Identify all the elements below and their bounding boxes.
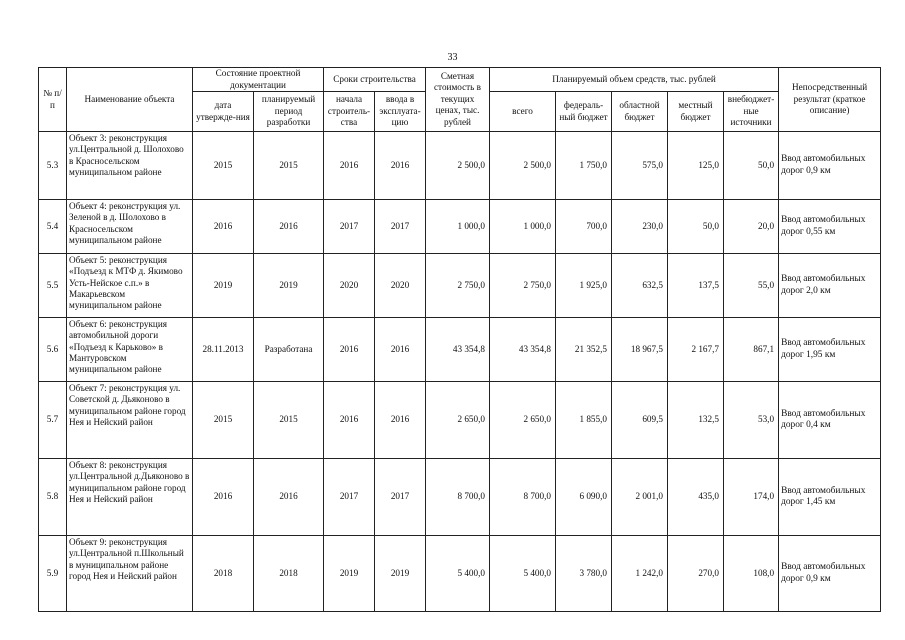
row-total: 5 400,0 — [490, 536, 556, 612]
row-start: 2016 — [324, 132, 375, 200]
row-extrabudget: 174,0 — [724, 459, 779, 536]
row-local: 132,5 — [668, 382, 724, 459]
row-doc-period: 2015 — [254, 132, 324, 200]
row-start: 2017 — [324, 200, 375, 254]
row-name: Объект 4: реконструкция ул. Зеленой в д. Шолохово в Красносельском муниципальном районе — [67, 200, 193, 254]
header-estimated-cost: Сметная стоимость в текущих ценах, тыс. рублей — [426, 68, 490, 132]
header-doc-date: дата утвержде-ния — [193, 92, 254, 132]
row-extrabudget: 20,0 — [724, 200, 779, 254]
row-num: 5.8 — [39, 459, 67, 536]
header-total: всего — [490, 92, 556, 132]
row-total: 2 500,0 — [490, 132, 556, 200]
row-regional: 609,5 — [612, 382, 668, 459]
header-num: № п/п — [39, 68, 67, 132]
row-local: 50,0 — [668, 200, 724, 254]
row-num: 5.6 — [39, 318, 67, 382]
row-extrabudget: 108,0 — [724, 536, 779, 612]
row-name: Объект 5: реконструкция «Подъезд к МТФ д. Якимово Усть-Нейское с.п.» в Макарьевском муниципальном районе — [67, 254, 193, 318]
row-doc-period: 2016 — [254, 459, 324, 536]
row-cost: 2 750,0 — [426, 254, 490, 318]
row-local: 435,0 — [668, 459, 724, 536]
row-extrabudget: 55,0 — [724, 254, 779, 318]
header-name: Наименование объекта — [67, 68, 193, 132]
row-doc-date: 2018 — [193, 536, 254, 612]
header-doc-status: Состояние проектной документации — [193, 68, 324, 92]
page-number: 33 — [447, 52, 458, 63]
row-doc-period: Разработана — [254, 318, 324, 382]
row-result: Ввод автомобильных дорог 0,9 км — [779, 536, 881, 612]
header-regional: областной бюджет — [612, 92, 668, 132]
row-start: 2016 — [324, 382, 375, 459]
row-num: 5.5 — [39, 254, 67, 318]
row-commissioning: 2017 — [375, 459, 426, 536]
row-cost: 8 700,0 — [426, 459, 490, 536]
row-num: 5.4 — [39, 200, 67, 254]
row-result: Ввод автомобильных дорог 0,9 км — [779, 132, 881, 200]
row-local: 125,0 — [668, 132, 724, 200]
row-local: 137,5 — [668, 254, 724, 318]
row-federal: 6 090,0 — [556, 459, 612, 536]
row-doc-date: 28.11.2013 — [193, 318, 254, 382]
row-federal: 700,0 — [556, 200, 612, 254]
row-doc-period: 2015 — [254, 382, 324, 459]
row-commissioning: 2019 — [375, 536, 426, 612]
row-commissioning: 2016 — [375, 132, 426, 200]
row-commissioning: 2016 — [375, 382, 426, 459]
table-row — [39, 459, 881, 536]
row-federal: 3 780,0 — [556, 536, 612, 612]
row-total: 1 000,0 — [490, 200, 556, 254]
row-doc-date: 2015 — [193, 132, 254, 200]
row-commissioning: 2017 — [375, 200, 426, 254]
row-name: Объект 8: реконструкция ул.Центральной д.Дьяконово в муниципальном районе город Нея и Нейский район — [67, 459, 193, 536]
table-row — [39, 382, 881, 459]
row-start: 2016 — [324, 318, 375, 382]
row-result: Ввод автомобильных дорог 1,95 км — [779, 318, 881, 382]
row-total: 43 354,8 — [490, 318, 556, 382]
row-cost: 1 000,0 — [426, 200, 490, 254]
header-commissioning: ввода в эксплуата-цию — [375, 92, 426, 132]
row-regional: 2 001,0 — [612, 459, 668, 536]
investment-table — [38, 67, 881, 612]
row-regional: 632,5 — [612, 254, 668, 318]
row-result: Ввод автомобильных дорог 0,55 км — [779, 200, 881, 254]
row-extrabudget: 50,0 — [724, 132, 779, 200]
row-name: Объект 3: реконструкция ул.Центральной д. Шолохово в Красносельском муниципальном районе — [67, 132, 193, 200]
table-row — [39, 132, 881, 200]
row-cost: 43 354,8 — [426, 318, 490, 382]
row-doc-date: 2016 — [193, 459, 254, 536]
row-cost: 2 500,0 — [426, 132, 490, 200]
row-doc-date: 2019 — [193, 254, 254, 318]
row-start: 2020 — [324, 254, 375, 318]
row-local: 2 167,7 — [668, 318, 724, 382]
row-doc-period: 2019 — [254, 254, 324, 318]
row-result: Ввод автомобильных дорог 1,45 км — [779, 459, 881, 536]
table-row — [39, 318, 881, 382]
header-result: Непосредственный результат (краткое описание) — [779, 68, 881, 132]
row-federal: 21 352,5 — [556, 318, 612, 382]
header-planned-funds: Планируемый объем средств, тыс. рублей — [490, 68, 779, 92]
row-start: 2019 — [324, 536, 375, 612]
row-doc-period: 2016 — [254, 200, 324, 254]
row-federal: 1 855,0 — [556, 382, 612, 459]
row-cost: 5 400,0 — [426, 536, 490, 612]
row-name: Объект 7: реконструкция ул. Советской д. Дьяконово в муниципальном районе город Нея и Нейский район — [67, 382, 193, 459]
row-commissioning: 2016 — [375, 318, 426, 382]
row-doc-period: 2018 — [254, 536, 324, 612]
row-result: Ввод автомобильных дорог 2,0 км — [779, 254, 881, 318]
table-row — [39, 536, 881, 612]
row-regional: 575,0 — [612, 132, 668, 200]
row-regional: 1 242,0 — [612, 536, 668, 612]
header-local: местный бюджет — [668, 92, 724, 132]
header-doc-period: планируемый период разработки — [254, 92, 324, 132]
row-local: 270,0 — [668, 536, 724, 612]
row-name: Объект 6: реконструкция автомобильной дороги «Подъезд к Карьково» в Мантуровском муниципальном районе — [67, 318, 193, 382]
row-extrabudget: 867,1 — [724, 318, 779, 382]
header-start: начала строитель-ства — [324, 92, 375, 132]
header-terms: Сроки строительства — [324, 68, 426, 92]
row-start: 2017 — [324, 459, 375, 536]
table-row — [39, 200, 881, 254]
row-num: 5.3 — [39, 132, 67, 200]
row-total: 2 650,0 — [490, 382, 556, 459]
header-federal: федераль-ный бюджет — [556, 92, 612, 132]
row-name: Объект 9: реконструкция ул.Центральной п.Школьный в муниципальном районе город Нея и Нейский район — [67, 536, 193, 612]
row-num: 5.7 — [39, 382, 67, 459]
row-federal: 1 925,0 — [556, 254, 612, 318]
row-total: 8 700,0 — [490, 459, 556, 536]
row-doc-date: 2016 — [193, 200, 254, 254]
row-extrabudget: 53,0 — [724, 382, 779, 459]
row-num: 5.9 — [39, 536, 67, 612]
row-regional: 18 967,5 — [612, 318, 668, 382]
row-total: 2 750,0 — [490, 254, 556, 318]
row-commissioning: 2020 — [375, 254, 426, 318]
row-result: Ввод автомобильных дорог 0,4 км — [779, 382, 881, 459]
row-regional: 230,0 — [612, 200, 668, 254]
row-cost: 2 650,0 — [426, 382, 490, 459]
header-extrabudget: внебюджет-ные источники — [724, 92, 779, 132]
table-row — [39, 254, 881, 318]
row-doc-date: 2015 — [193, 382, 254, 459]
row-federal: 1 750,0 — [556, 132, 612, 200]
